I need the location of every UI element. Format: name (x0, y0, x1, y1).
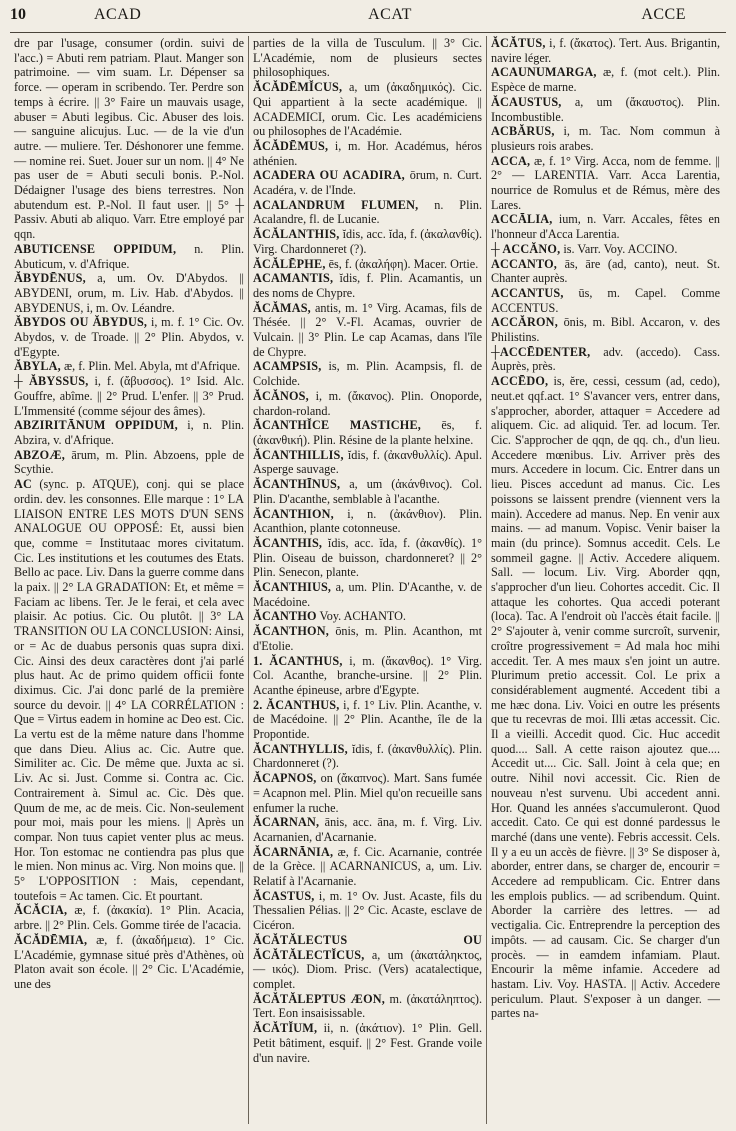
entry-headword: ABZOÆ, (14, 447, 65, 462)
entry-definition: ĭdis, f. (ἀκανθυλλίς). Apul. Asperge sauvage. (253, 447, 482, 477)
entry-headword: ABUTICENSE OPPIDUM, (14, 241, 177, 256)
entry-definition: a, um. Plin. D'Acanthe, v. de Macédoine. (253, 580, 482, 609)
entry-definition: ĭdis, acc. ĭda, f. (ἀκαλανθίς). Virg. Chardonneret (?). (253, 227, 482, 256)
entry-definition: on (ἄκαπνος). Mart. Sans fumée = Acapnon mel. Plin. Miel qu'on recueille sans enfumer la ruche. (253, 771, 482, 815)
entry-headword: ┼ ACCĂNO, (491, 241, 561, 256)
entry-headword: ĂCANTHĬCE MASTICHE, (253, 418, 422, 433)
dictionary-entry (253, 992, 482, 1021)
entry-definition: æ, f. Cic. Acarnanie, contrée de la Grèce. || ACARNANICUS, a, um. Liv. Relatif à l'Acarnanie. (253, 844, 482, 889)
entry-definition: ōnis, m. Bibl. Accaron, v. des Philistins. (491, 315, 720, 345)
dictionary-entry (253, 257, 482, 272)
column-right (486, 36, 724, 1124)
entry-definition: ĭdis, acc. ĭda, f. (ἀκανθίς). 1° Plin. Oiseau de buisson, chardonneret? || 2° Plin. Senecon, plante. (253, 535, 482, 580)
entry-headword: ACCĀLIA, (491, 212, 553, 227)
entry-headword: ACALANDRUM FLUMEN, (253, 197, 419, 212)
entry-headword: ĂCAPNOS, (253, 771, 317, 786)
entry-definition: ūs, m. Capel. Comme ACCENTUS. (491, 285, 720, 315)
dictionary-entry (14, 359, 244, 374)
dictionary-entry (491, 242, 720, 257)
entry-headword: ACAMANTIS, (253, 271, 334, 286)
entry-definition: i, n. Plin. Abzira, v. d'Afrique. (14, 418, 244, 447)
dictionary-entry (491, 257, 720, 286)
entry-headword: ACCANTUS, (491, 285, 564, 300)
entry-headword: ĂCĂLĒPHE, (253, 256, 326, 271)
entry-headword: ĂCANTHIS, (253, 535, 323, 550)
dictionary-entry (253, 448, 482, 477)
entry-definition: æ, f. 1° Virg. Acca, nom de femme. || 2° — LARENTIA. Varr. Acca Larentia, nourrice de Romulus et de Rémus, mère des Lares. (491, 153, 720, 212)
entry-definition: ōnis, m. Plin. Acanthon, mt d'Etolie. (253, 624, 482, 653)
entry-headword: ĂCANTHION, (253, 506, 334, 521)
dictionary-entry (491, 124, 720, 153)
entry-definition: dre par l'usage, consumer (ordin. suivi de l'acc.) = Abuti rem patriam. Plaut. Manger son patrimoine. — vim suam. Lr. Dépenser sa force. — operam in scribendo. Ter. Perdre son temps à écrire. || 3° Faire un mauvais usage, abuser = Abuti legibus. Cic. Abuser des lois. — sanguine alicujus. Luc. — de la vie d'un autre. — muliere. Ter. Déshonorer une femme. — nomine rei. Suet. Jouer sur un nom. || 4° Ne pas user de = Abuti seculi bonis. P.-Nol. Dédaigner l'usage des biens terrestres. Non abutendum est. P.-Nol. Il faut user. || 5° ┼ Passiv. Abuti ab aliquo. Varr. Etre employé par qqn. (14, 36, 244, 242)
entry-headword: ĂCANTHON, (253, 624, 329, 639)
dictionary-entry (14, 418, 244, 447)
dictionary-entry (14, 36, 244, 242)
dictionary-entry (253, 507, 482, 536)
entry-headword: ĂCĂLANTHIS, (253, 227, 340, 242)
dictionary-entry (253, 36, 482, 80)
entry-headword: ACCĂRON, (491, 315, 558, 330)
entry-headword: ĂCARNĀNIA, (253, 844, 334, 859)
dictionary-entry (253, 771, 482, 815)
dictionary-entry (491, 212, 720, 241)
entry-definition: i, m. f. 1° Cic. Ov. Abydos, v. de Troade. || 2° Plin. Abydos, v. d'Egypte. (14, 315, 244, 359)
entry-headword: ĂCĂDĒMUS, (253, 138, 329, 153)
entry-definition: i, n. (ἀκάνθιον). Plin. Acanthion, plante cotonneuse. (253, 506, 482, 536)
dictionary-entry (253, 389, 482, 418)
entry-definition: n. Plin. Acalandre, fl. de Lucanie. (253, 197, 482, 227)
dictionary-entry (253, 933, 482, 992)
dictionary-entry (253, 609, 482, 624)
entry-definition: i, m. 1° Ov. Just. Acaste, fils du Thessalien Pélias. || 2° Cic. Acaste, esclave de Cicéron. (253, 888, 482, 933)
dictionary-entry (253, 271, 482, 300)
entry-definition: ĭdis, f. (ἀκανθυλλίς). Plin. Chardonneret (?). (253, 741, 482, 771)
page-number: 10 (10, 6, 26, 23)
entry-definition: i, f. (ἄκατος). Tert. Aus. Brigantin, navire léger. (491, 36, 720, 65)
entry-definition: (sync. p. ATQUE), conj. qui se place ordin. dev. les consonnes. Elle marque : 1° LA LIAISON ENTRE LES MOTS D'UN SENS ANALOGUE OU OPPOSÉ: Et, aussi bien que, comme = Institutaac mores civitatum. Cic. Les institutions et les coutumes des Etats. Bello ac pace. Liv. Dans la guerre comme dans la paix. || 2° LA GRADATION: Et, et même = Faciam ac libens. Ter. Je le ferai, et cela avec plaisir. Ac potius. Cic. Ou plutôt. || 3° LA TRANSITION OU LA CONCLUSION: Ainsi, or = Ac de duabus personis quas supra dixi. Cic. Ainsi des deux caractères dont j'ai parlé plus haut. Ac de primo quidem officii fonte diximus. Cic. J'ai donc parlé de la première source du devoir. || 4° LA CORRÉLATION : Que = Virtus eadem in homine ac Deo est. Cic. La vertu est de la même nature dans l'homme que dans Dieu. Alius ac. Cic. Autre que. Similiter ac. Cic. De même que. Juxta ac si. Liv. Ac si. Just. Comme si. Contra ac. Cic. Contrairement à. Simul ac. Cic. Dès que. Quum de me, ac de meis. Cic. Non-seulement pour moi, mais pour les miens. || Après un compar. Non tuus capiet venter plus ac meus. Hor. Ton estomac ne contiendra pas plus que le mien. Non minus ac. Virg. Non moins que. || 5° L'OPPOSITION : Mais, cependant, toutefois = Ac tamen. Cic. Et pourtant. (14, 477, 244, 903)
dictionary-entry (14, 315, 244, 359)
entry-definition: n. Plin. Abuticum, v. d'Afrique. (14, 241, 244, 271)
dictionary-entry (253, 580, 482, 609)
running-header (10, 6, 726, 33)
entry-definition: is, m. Plin. Acampsis, fl. de Colchide. (253, 359, 482, 389)
entry-definition: ēs, f. (ἀκαλήφη). Macer. Ortie. (325, 256, 479, 271)
dictionary-entry (491, 154, 720, 213)
dictionary-entry (253, 477, 482, 506)
entry-definition: a, um (ἀκαδημικός). Cic. Qui appartient à la secte académique. || ACADEMICI, orum. Cic. Les académiciens ou philosophes de l'Académie. (253, 80, 482, 139)
entry-definition: ium, n. Varr. Accales, fêtes en l'honneur d'Acca Larentia. (491, 212, 720, 242)
entry-headword: ĂCANTHĪNUS, (253, 477, 341, 492)
column-left (10, 36, 248, 1124)
dictionary-entry (491, 345, 720, 374)
entry-headword: ACBĂRUS, (491, 124, 555, 139)
entry-definition: æ, f. (mot celt.). Plin. Espèce de marne. (491, 65, 720, 95)
dictionary-entry (14, 374, 244, 418)
dictionary-entry (253, 815, 482, 844)
entry-headword: ACAUNUMARGA, (491, 65, 597, 80)
entry-definition: is. Varr. Voy. ACCINO. (560, 241, 678, 256)
dictionary-entry (253, 418, 482, 447)
dictionary-entry (253, 536, 482, 580)
entry-headword: ACCANTO, (491, 256, 558, 271)
dictionary-entry (14, 933, 244, 992)
entry-headword: ACCA, (491, 153, 531, 168)
dictionary-entry (491, 65, 720, 94)
dictionary-entry (491, 374, 720, 1021)
dictionary-entry (253, 698, 482, 742)
entry-definition: a, um (ἀκατάληκτος, — ικός). Diom. Prisc. (Vers) acatalectique, complet. (253, 947, 482, 991)
dictionary-entry (253, 889, 482, 933)
entry-definition: i, f. 1° Liv. Plin. Acanthe, v. de Macédoine. || 2° Plin. Acanthe, île de la Propontide. (253, 697, 483, 742)
entry-headword: ACCĒDO, (491, 374, 549, 389)
column-middle (248, 36, 486, 1124)
entry-definition: parties de la villa de Tusculum. || 3° Cic. L'Académie, nom de plusieurs sectes philosophiques. (253, 36, 482, 80)
entry-headword: ACAMPSIS, (253, 359, 322, 374)
entry-headword: ĂCANTHO (253, 609, 317, 624)
entry-headword: ĂCĂTUS, (491, 36, 546, 50)
entry-headword: ĂCANTHIUS, (253, 580, 332, 595)
entry-headword: ĂCĂNOS, (253, 388, 309, 403)
entry-definition: Voy. ACHANTO. (316, 609, 406, 624)
guide-word-left: ACAD (94, 6, 142, 23)
entry-definition: antis, m. 1° Virg. Acamas, fils de Thésée. || 2° V.-Fl. Acamas, ouvrier de Vulcain. || 3° Plin. Le cap Acamas, dans l'île de Chypre. (253, 300, 482, 359)
entry-definition: i, m. Hor. Académus, héros athénien. (253, 138, 482, 168)
entry-definition: adv. (accedo). Cass. Auprès, près. (491, 344, 720, 374)
entry-headword: ĂCĂTĂLECTUS OU ĂCĂTĂLECTĬCUS, (253, 932, 482, 962)
entry-definition: a, um. Ov. D'Abydos. || ABYDENI, orum, m. Liv. Hab. d'Abydos. || ABYDENUS, i, m. Ov. Léandre. (14, 271, 244, 315)
dictionary-entry (253, 359, 482, 388)
entry-definition: i, m. Tac. Nom commun à plusieurs rois arabes. (491, 124, 720, 153)
entry-headword: AC (14, 477, 33, 492)
entry-definition: æ, f. Plin. Mel. Abyla, mt d'Afrique. (60, 359, 241, 374)
entry-headword: ┼ ĂBYSSUS, (14, 374, 89, 389)
entry-definition: ās, āre (ad, canto), neut. St. Chanter auprès. (491, 256, 720, 286)
entry-definition: i, m. (ἄκανος). Plin. Onoporde, chardon-roland. (253, 388, 482, 418)
dictionary-entry (14, 271, 244, 315)
guide-word-right: ACCE (641, 6, 686, 23)
entry-headword: ĂBYDOS OU ĂBYDUS, (14, 315, 148, 330)
dictionary-entry (14, 242, 244, 271)
dictionary-entry (253, 742, 482, 771)
entry-definition: æ, f. (ἀκαδήμεια). 1° Cic. L'Académie, gymnase situé près d'Athènes, où Platon avait son école. || 2° Cic. L'Académie, une des (14, 932, 244, 991)
dictionary-entry (253, 624, 482, 653)
entry-definition: is, ĕre, cessi, cessum (ad, cedo), neut.et qqf.act. 1° S'avancer vers, entrer dans, s'approcher, aborder, attaquer = Accedere ad aliquem. Cic. ad aliquid. Ter. ad locum. Ter. Cic. S'approcher de qqn, de qq. ch., d'un lieu. Accedere mœnibus. Liv. Arriver près des murs. Accedere in locum. Cic. Entrer dans un lieu. Pisces accedunt ad manus. Cic. Les poissons se laissent prendre (viennent vers la main). Accedere ad manus. Nep. En venir aux mains. — ad manum. Vopisc. Venir baiser la main (du prince). Somnus accedit. Cels. Le sommeil gagne. || Activ. Accedere aliquem. Sall. — locum. Liv. Virg. Aborder qqn, s'approcher d'un lieu. Cohortes accedit. Cic. Il attaque les cohortes. Qua accedi poterant (loca). Tac. A l'endroit où l'accès était facile. || 2° S'ajouter à, venir comme surcroît, survenir, croître progressivement = Ad mala hoc mihi accedit. Ter. A mes maux s'en joint un autre. Plurimum pretio accessit. Col. Le prix a considérablement augmenté. Accedent tibi a me hæc dona. Liv. Voici en outre les présents que tu recevras de moi. Illi ætas accessit. Cic. Il a vieilli. Accedit quod. Cic. Huc accedit quod.... Sall. A cette raison ajoutez que.... Accedit ut.... Cic. Sall. Joint à cela que; en outre. Nihil novi accessit. Cic. Rien de nouveau n'est survenu. Ubi accedent anni. Hor. Quand les années s'accumuleront. Quod accedit. Cato. Ce qui est donné pardessus le marché (dans une vente). Febris accessit. Cels. Il y a eu un accès de fièvre. || 3° Se disposer à, aborder, entrer dans, se charger de, encourir = Accedere ad rempublicam. Cic. Entrer dans les emplois publics. — ad scribendum. Quint. Aborder la carrière des lettres. — ad vectigalia. Cic. Entreprendre la perception des impôts. — ad causam. Cic. Se charger d'un procès. — in eamdem infamiam. Plaut. Encourir la même infamie. Accedere ad hastam. Liv. Voy. HASTA. || Activ. Accedere periculum. Plaut. S'exposer à un danger. — partes na- (491, 374, 720, 1021)
dictionary-entry (491, 36, 720, 65)
entry-headword: ĂCĂMAS, (253, 300, 311, 315)
dictionary-entry (491, 315, 720, 344)
entry-definition: ānis, acc. āna, m. f. Virg. Liv. Acarnanien, d'Acarnanie. (253, 815, 482, 844)
entry-definition: ārum, m. Plin. Abzoens, pple de Scythie. (14, 447, 244, 477)
dictionary-entry (491, 286, 720, 315)
entry-headword: ĂBYDĒNUS, (14, 271, 86, 286)
entry-headword: 1. ĂCANTHUS, (253, 653, 343, 668)
dictionary-entry (253, 845, 482, 889)
dictionary-entry (14, 477, 244, 903)
dictionary-entry (491, 95, 720, 124)
entry-definition: ēs, f. (ἀκανθική). Plin. Résine de la plante helxine. (253, 418, 482, 447)
dictionary-entry (253, 654, 482, 698)
entry-headword: ĂCĂTĂLEPTUS ÆON, (253, 991, 385, 1006)
entry-definition: i, m. (ἄκανθος). 1° Virg. Col. Acanthe, branche-ursine. || 2° Plin. Acanthe épineuse, arbre d'Egypte. (253, 653, 482, 697)
entry-headword: ĂCĂTĬUM, (253, 1021, 318, 1036)
dictionary-entry (253, 168, 482, 197)
entry-headword: ABZIRITĀNUM OPPIDUM, (14, 418, 178, 433)
entry-definition: ii, n. (ἀκάτιον). 1° Plin. Gell. Petit bâtiment, esquif. || 2° Fest. Grande voile d'un navire. (253, 1021, 482, 1065)
entry-definition: ōrum, n. Curt. Acadéra, v. de l'Inde. (253, 168, 482, 198)
entry-definition: i, f. (ἄβυσσος). 1° Isid. Alc. Gouffre, abîme. || 2° Prud. L'enfer. || 3° Prud. L'Immensité (comme séjour des âmes). (14, 374, 244, 418)
dictionary-entry (253, 80, 482, 139)
entry-definition: æ, f. (ἀκακία). 1° Plin. Acacia, arbre. || 2° Plin. Cels. Gomme tirée de l'acacia. (14, 903, 244, 933)
dictionary-entry (253, 198, 482, 227)
dictionary-entry (253, 301, 482, 360)
dictionary-entry (14, 448, 244, 477)
entry-headword: ┼ACCĒDENTER, (491, 344, 591, 359)
entry-headword: ĂCĂDĒMĬCUS, (253, 80, 343, 95)
entry-headword: ĂCASTUS, (253, 888, 315, 903)
entry-definition: a, um (ἀκάνθινος). Col. Plin. D'acanthe, semblable à l'acanthe. (253, 477, 482, 506)
entry-headword: 2. ĂCANTHUS, (253, 697, 340, 712)
entry-headword: ĂBYLA, (14, 359, 61, 374)
guide-word-center: ACAT (368, 6, 412, 23)
entry-definition: ĭdis, f. Plin. Acamantis, un des noms de Chypre. (253, 271, 482, 300)
entry-headword: ĂCARNAN, (253, 815, 320, 830)
entry-headword: ĂCAUSTUS, (491, 94, 562, 109)
entry-definition: a, um (ἄκαυστος). Plin. Incombustible. (491, 94, 720, 124)
dictionary-entry (253, 139, 482, 168)
entry-definition: m. (ἀκατάληπτος). Tert. Eon insaisissable. (253, 991, 482, 1021)
entry-headword: ĂCANTHILLIS, (253, 447, 344, 462)
entry-headword: ĂCANTHYLLIS, (253, 741, 348, 756)
dictionary-entry (253, 227, 482, 256)
entry-headword: ĂCĂCIA, (14, 903, 68, 918)
text-columns (10, 36, 726, 1124)
dictionary-entry (253, 1021, 482, 1065)
entry-headword: ĂCĂDĒMIA, (14, 932, 88, 947)
dictionary-entry (14, 903, 244, 932)
entry-headword: ACADERA OU ACADIRA, (253, 168, 405, 183)
